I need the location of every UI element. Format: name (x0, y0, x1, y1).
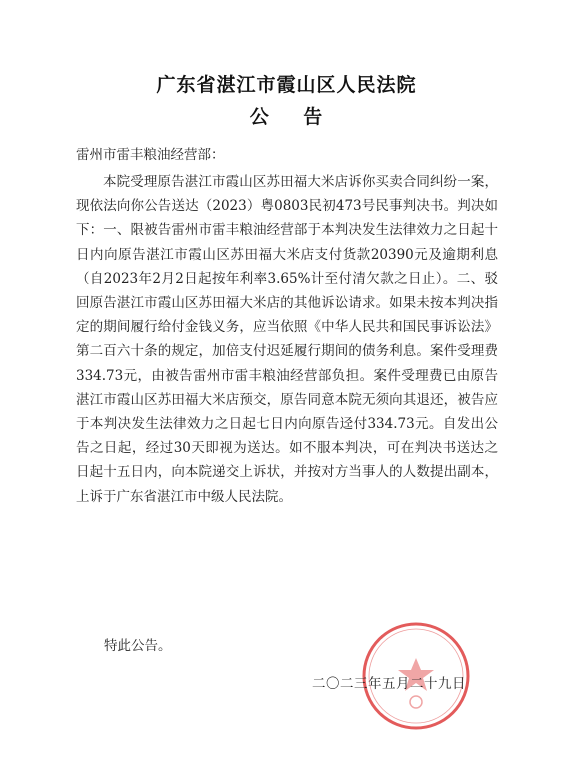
notice-body-paragraph: 本院受理原告湛江市霞山区苏田福大米店诉你买卖合同纠纷一案，现依法向你公告送达（2023）粤0803民初473号民事判决书。判决如下：一、限被告雷州市雷丰粮油经营部于本判决发生法律效力之日起十日内向原告湛江市霞山区苏田福大米店支付货款20390元及逾期利息（自2023年2月2日起按年利率3.65%计至付清欠款之日止）。二、驳回原告湛江市霞山区苏田福大米店的其他诉讼请求。如果未按本判决指定的期间履行给付金钱义务，应当依照《中华人民共和国民事诉讼法》第二百六十条的规定，加倍支付迟延履行期间的债务利息。案件受理费334.73元，由被告雷州市雷丰粮油经营部负担。案件受理费已由原告湛江市霞山区苏田福大米店预交，原告同意本院无须向其退还，被告应于本判决发生法律效力之日起七日内向原告迳付334.73元。自发出公告之日起，经过30天即视为送达。如不服本判决，可在判决书送达之日起十五日内，向本院递交上诉状，并按对方当事人的人数提出副本，上诉于广东省湛江市中级人民法院。 (76, 174, 498, 505)
document-type-heading: 公 告 (249, 106, 324, 128)
closing-line: 特此公告。 (104, 638, 172, 654)
addressee-line: 雷州市雷丰粮油经营部： (76, 147, 225, 163)
court-name-heading: 广东省湛江市霞山区人民法院 (156, 74, 417, 96)
notice-date: 二〇二三年五月二十九日 (312, 676, 466, 692)
